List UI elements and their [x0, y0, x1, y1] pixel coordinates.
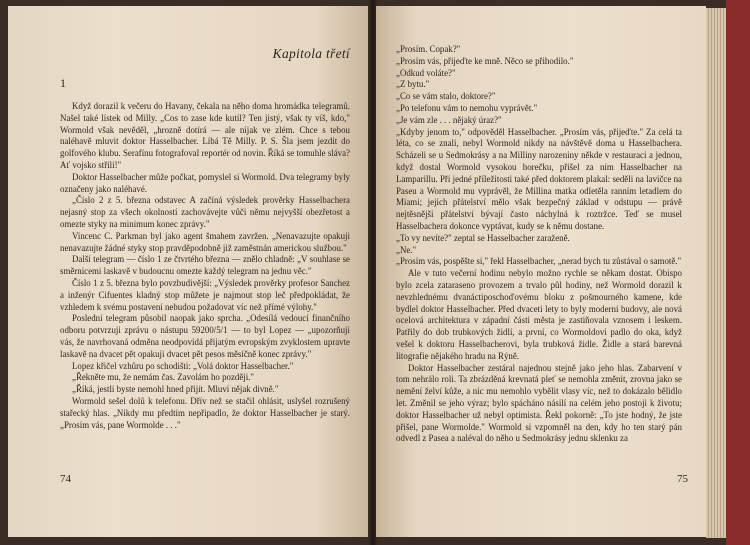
paragraph: „Ne." — [396, 244, 417, 255]
paragraph: „Odkud voláte?" — [396, 67, 456, 78]
paragraph: Vincenc C. Parkman byl jako agent šmahem zavržen. „Nenavazujte opakuji nenavazujte žádné styky stop pravděpodobně již zaměstnán americkou službou." — [60, 230, 350, 253]
page-edges — [706, 8, 726, 538]
page-number-right: 75 — [677, 473, 688, 485]
paragraph: „Číslo 2 z 5. března odstavec A začíná výsledek prověrky Hasselbachera nejasný stop za všech okolností zachovávejte vůči němu nejvyšší obezřetost a omezte styky na minimum konec zprávy." — [60, 195, 350, 229]
section-number: 1 — [60, 76, 66, 90]
paragraph: „Kdyby jenom to," odpověděl Hasselbacher. „Prosím vás, přijeďte." Za celá ta léta, co se znali, nebyl Wormold nikdy na návštěvě doma u Hasselbachera. Scházeli se u Sedmokrásy a na Milliny narozeniny někde v restauraci a jednou, když dostal Wormold vysokou horečku, přišel za ním Hasselbacher na Lamparillu. Při jedné příležitosti také před doktorem plakal: seděli na lavičce na Paseu a Wormold mu vyprávěl, že Millina matka odletěla ranním letadlem do Miami; jejich přátelství mělo však bezpečný základ v odstupu — právě nejtěsnější přátelství bývají často náchylná k roztržce. Teď se musel Hasselbachera dokonce vyptávat, kudy se k němu dostane. — [396, 126, 682, 231]
chapter-title: Kapitola třetí — [272, 46, 350, 61]
paragraph: Wormold sešel dolů k telefonu. Dřív než se stačil ohlásit, uslyšel rozrušený stařecký hlas. „Nikdy mu předtím nepřipadlo, že doktor Hasselbacher je starý. „Prosím vás, pane Wormolde . . ." — [60, 395, 350, 430]
page-number-left: 74 — [60, 473, 71, 485]
paragraph: „Z bytu." — [396, 79, 430, 90]
book-cover — [726, 0, 750, 545]
paragraph: Doktor Hasselbacher může počkat, pomyslel si Wormold. Dva telegramy byly označeny jako naléhavé. — [60, 171, 350, 194]
paragraph: „To vy nevíte?" zeptal se Hasselbacher zaraženě. — [396, 232, 570, 243]
paragraph: „Je vám zle . . . nějaký úraz?" — [396, 114, 502, 125]
paragraph: Když dorazil k večeru do Havany, čekala na něho doma hromádka telegramů. Našel také lístek od Milly. „Cos to zase kde kutil? Ten jistý, však ty víš, kdo," Wormold však nevěděl, „hrozně dotírá — ale nijak ve zlém. Chce s tebou naléhavě mluvit doktor Hasselbacher. Líbá Tě Milly. P. S. Šla jsem jezdit do golfového klubu. Serafínu fotografoval reportér od novin. Říká se tomuhle sláva? Ať vojsko střílí!" — [60, 101, 350, 170]
paragraph: Doktor Hasselbacher zestáral najednou stejně jako jeho hlas. Zabarvení v tom nehrálo roli. Ta zbrázděná krevnatá pleť se nemohla změnit, zrovna jako se nemění želví kůže, a nic mu nemohlo vybělit vlasy víc, než to dokázalo bělidlo let. Změnil se jeho výraz; bylo spácháno násilí na celém jeho postoji k životu; doktor Hasselbacher už nebyl optimista. Řekl pokorně: „To jste hodný, že jste přišel, pane Wormolde." Wormold si vzpomněl na den, kdy ho ten starý pán odvedl z Pasea a naléval do něho u Sedmokrásy jednu sklenku za — [396, 362, 682, 444]
paragraph: „Říká, jestli byste nemohl hned přijít. Mluví nějak divně." — [72, 384, 279, 395]
right-page — [376, 6, 706, 537]
paragraph: „Řekněte mu, že nemám čas. Zavolám ho později." — [72, 372, 255, 383]
paragraph: Poslední telegram působil naopak jako sprcha. „Odesílá vedoucí finančního odboru potvrzuji zprávu o nástupu 59200/5/1 — to byl Lopez — „upozorňuji vás, že navrhovaná odměna neodpovídá přijatým evropským zvyklostem upravte laskavě na dvacet pět opakuji dvacet pět pesos měsíčně konec zprávy." — [60, 313, 350, 359]
paragraph: Lopez křičel vzhůru po schodišti: „Volá doktor Hasselbacher." — [72, 360, 294, 371]
paragraph: „Prosím. Copak?" — [396, 44, 461, 54]
paragraph: „Prosím vás, přijeďte ke mně. Něco se přihodilo." — [396, 55, 574, 66]
paragraph: Ale v tuto večerní hodinu nebylo možno rychle se někam dostat. Obispo bylo zcela zataraseno provozem a trvalo půl hodiny, než Wormold dorazil k nevzhlednému dvanáctiposchoďovému bloku z pošmourného kamene, kde bydlel doktor Hasselbacher. Před dvaceti lety to byly moderní budovy, ale nová ocelová architektura v západní části města je zastiňovala vznosem i leskem. Patřily do dob trubkových židlí, a první, co Wormoldovi padlo do oka, když vešel k doktoru Hasselbacherovi, byla trubková židle. Židle a stará barevná litografie nějakého hradu na Rýně. — [396, 268, 682, 361]
paragraph: „Co se vám stalo, doktore?" — [396, 91, 496, 102]
paragraph: Další telegram — číslo 1 ze čtvrtého března — znělo chladně: „V souhlase se směrnicemi laskavě v budoucnu omezte každý telegram na jednu věc." — [60, 254, 350, 277]
paragraph: „Prosím vás, pospěšte si," řekl Hasselbacher, „nerad bych tu zůstával o samotě." — [396, 256, 682, 267]
left-page — [8, 6, 370, 537]
paragraph: „Po telefonu vám to nemohu vyprávět." — [396, 102, 538, 113]
paragraph: Číslo 1 z 5. března bylo povzbudivější: „Výsledek prověrky profesor Sanchez a inženýr Cifuentes kladný stop můžete je najmout stop leč předpokládat, že vzhledem k svému postavení nebudou požadovat víc než přímé výlohy." — [60, 277, 350, 312]
